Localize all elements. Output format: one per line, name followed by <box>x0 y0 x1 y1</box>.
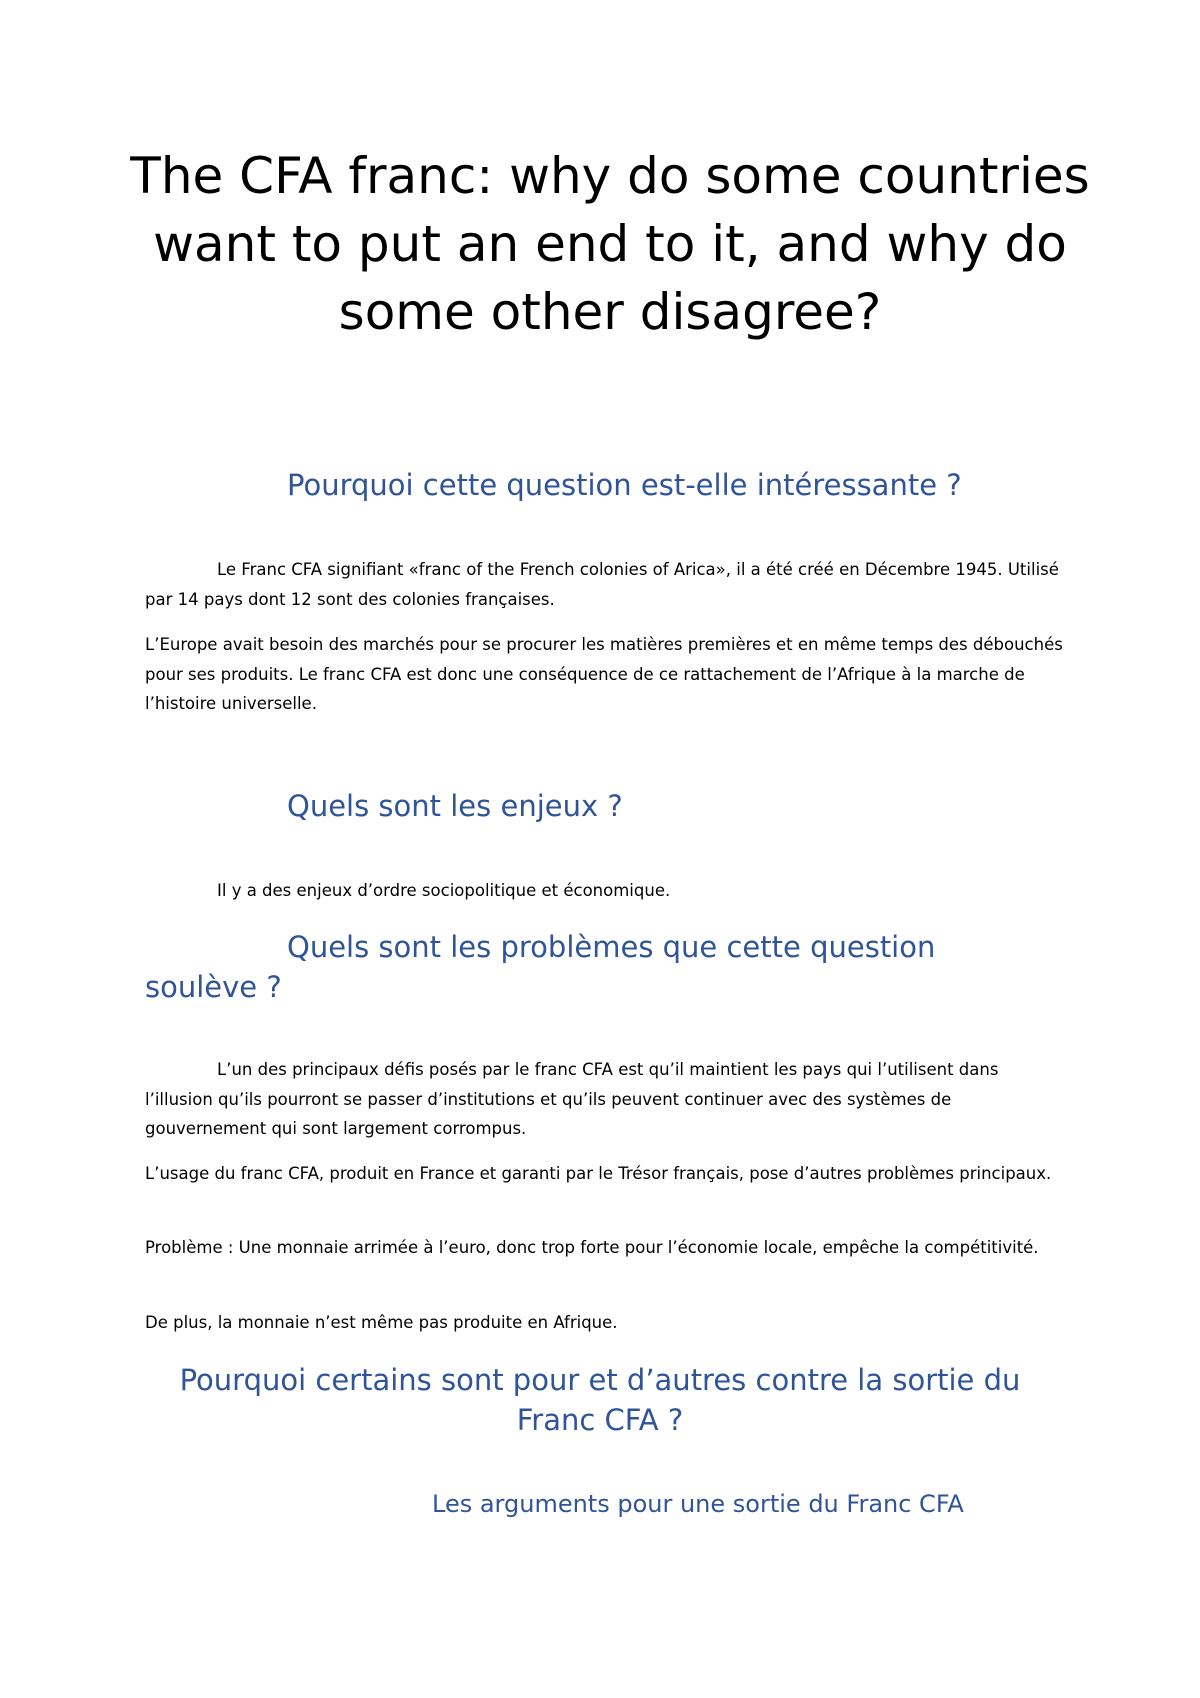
paragraph-stakes: Il y a des enjeux d’ordre sociopolitique et économique. <box>217 881 671 900</box>
paragraph-production: De plus, la monnaie n’est même pas produite en Afrique. <box>145 1313 618 1332</box>
paragraph-main-challenge: L’un des principaux défis posés par le franc CFA est qu’il maintient les pays qui l’utilisent dans l’illusion qu’ils pourront se passer d’institutions et qu’ils peuvent continuer avec des systèmes de gouvernement qui sont largement corrompus. <box>145 1060 999 1138</box>
section-heading-for-against: Pourquoi certains sont pour et d’autres contre la sortie du Franc CFA ? <box>179 1363 1021 1437</box>
document-title: The CFA franc: why do some countries want to put an end to it, and why do some other disagree? <box>130 147 1090 341</box>
paragraph-usage-problems: L’usage du franc CFA, produit en France et garanti par le Trésor français, pose d’autres problèmes principaux. <box>145 1164 1052 1183</box>
section-heading-interest: Pourquoi cette question est-elle intéressante ? <box>287 468 962 502</box>
paragraph-euro-peg-problem: Problème : Une monnaie arrimée à l’euro, donc trop forte pour l’économie locale, empêche la compétitivité. <box>145 1238 1039 1257</box>
subheading-arguments-exit: Les arguments pour une sortie du Franc CFA <box>432 1490 964 1518</box>
section-heading-stakes: Quels sont les enjeux ? <box>287 789 623 823</box>
paragraph-europe-markets: L’Europe avait besoin des marchés pour se procurer les matières premières et en même temps des débouchés pour ses produits. Le franc CFA est donc une conséquence de ce rattachement de l’Afrique à la marche de l’histoire universelle. <box>145 635 1063 713</box>
section-heading-problems: Quels sont les problèmes que cette question soulève ? <box>145 930 936 1004</box>
paragraph-cfa-definition: Le Franc CFA signifiant «franc of the French colonies of Arica», il a été créé en Décembre 1945. Utilisé par 14 pays dont 12 sont des colonies françaises. <box>145 560 1059 609</box>
